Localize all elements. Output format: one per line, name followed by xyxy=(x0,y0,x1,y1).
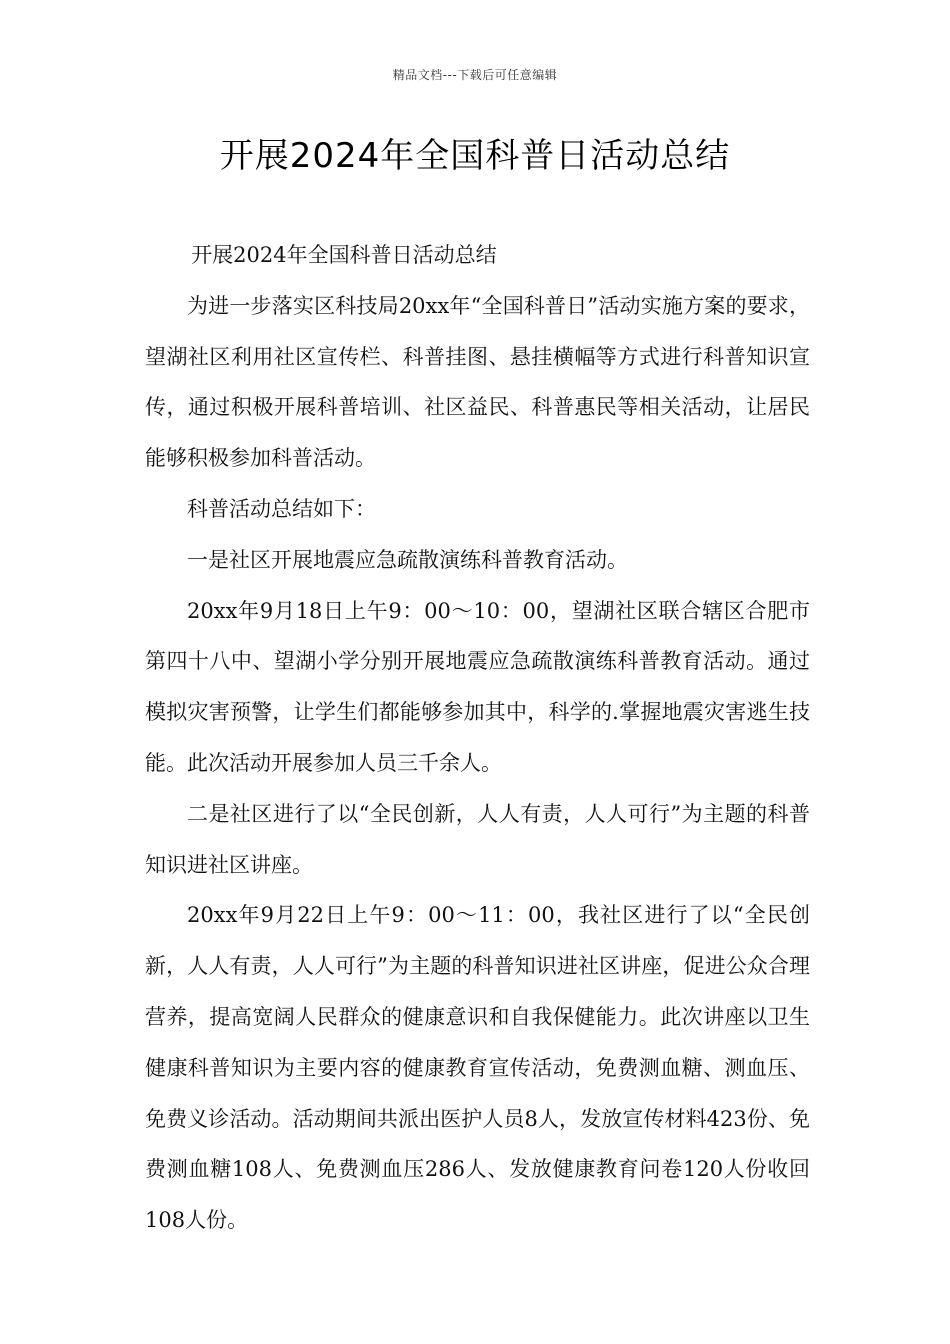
document-body xyxy=(145,230,810,1246)
paragraph-summary-heading: 科普活动总结如下： xyxy=(187,496,376,521)
paragraph-item-two-detail: 20xx年9月22日上午9：00～11：00，我社区进行了以“全民创新，人人有责，人人可行”为主题的科普知识进社区讲座，促进公众合理营养，提高宽阔人民群众的健康意识和自我保健能力。此次讲座以卫生健康科普知识为主要内容的健康教育宣传活动，免费测血糖、测血压、免费义诊活动。活动期间共派出医护人员8人，发放宣传材料423份、免费测血糖108人、免费测血压286人、发放健康教育问卷120人份收回108人份。 xyxy=(145,903,810,1233)
paragraph-item-two-heading: 二是社区进行了以“全民创新，人人有责，人人可行”为主题的科普知识进社区讲座。 xyxy=(145,801,810,877)
paragraph-intro: 为进一步落实区科技局20xx年“全国科普日”活动实施方案的要求，望湖社区利用社区宣传栏、科普挂图、悬挂横幅等方式进行科普知识宣传，通过积极开展科普培训、社区益民、科普惠民等相关活动，让居民能够积极参加科普活动。 xyxy=(145,293,810,471)
paragraph-item-one-detail: 20xx年9月18日上午9：00～10：00，望湖社区联合辖区合肥市第四十八中、望湖小学分别开展地震应急疏散演练科普教育活动。通过模拟灾害预警，让学生们都能够参加其中，科学的.掌握地震灾害逃生技能。此次活动开展参加人员三千余人。 xyxy=(145,598,810,775)
paragraph-item-one-heading: 一是社区开展地震应急疏散演练科普教育活动。 xyxy=(187,547,628,572)
paragraph-subtitle: 开展2024年全国科普日活动总结 xyxy=(191,243,497,267)
document-title: 开展2024年全国科普日活动总结 xyxy=(219,136,731,176)
header-note: 精品文档---下载后可任意编辑 xyxy=(392,68,558,82)
